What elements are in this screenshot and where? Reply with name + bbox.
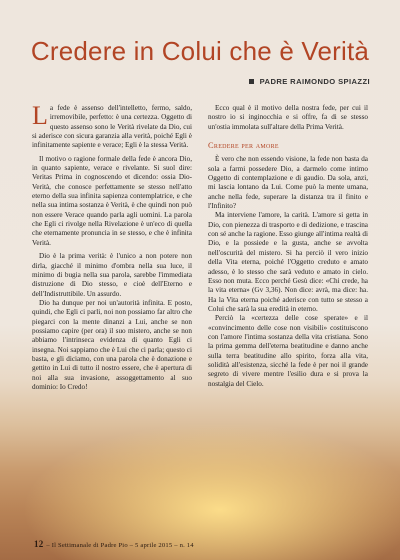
right-column bbox=[208, 104, 368, 389]
paragraph: Perciò la «certezza delle cose sperate» e il «convincimento delle cose non visibili» costituiscono con l'amore l'intima sostanza della vita cristiana. Sono la prima gemma dell'eterna beatitudine e danno anche sulla terra beatitudine allo spirito, forza alla vita, solidità all'esistenza, sicché la fede è per noi il grande segreto di vivere mentre l'esilio dura e si prova la nostalgia del Cielo. bbox=[208, 314, 368, 388]
article-title: Credere in Colui che è Verità bbox=[30, 36, 370, 66]
author-byline bbox=[249, 77, 370, 86]
paragraph-text: a fede è assenso dell'intelletto, fermo, saldo, irremovibile, perfetto: è una certezza. Oggetto di questo assenso sono le Verità rivelate da Dio, cui si aderisce con sicura garanzia alla verità, poiché Egli è infinitamente sapiente e verace; Egli è la stessa Verità. bbox=[32, 104, 192, 150]
paragraph: Ecco qual è il motivo della nostra fede, per cui il nostro io si inginocchia e si offre, fa di se stesso un'ostia immolata sull'altare della Prima Verità. bbox=[208, 104, 368, 131]
left-column bbox=[32, 101, 192, 392]
paragraph: Ma interviene l'amore, la carità. L'amore si getta in Dio, con pienezza di trasporto e di dedizione, e trascina con sé anche la ragione. Esso giunge all'intima realtà di Dio, e la possiede e la gusta, anche se avvolta nell'oscurità del mistero. Si ha perciò il vero inizio della Vita eterna, poiché l'Oggetto creduto e amato adesso, è lo stesso che sarà veduto e amato in cielo. Esso non muta. Ecco perché Gesù dice: «Chi crede, ha la vita eterna» (Gv 3,36). Non dice: avrà, ma dice: ha. Ha la Vita eterna poiché aderisce con tutto se stesso a Colui che sarà la sua eredità in eterno. bbox=[208, 211, 368, 313]
footer-text: – Il Settimanale di Padre Pio – 5 aprile 2015 – n. 14 bbox=[46, 542, 194, 549]
paragraph: Dio è la prima verità: è l'unico a non potere non dirla, giacché il minimo d'ombra nella sua luce, il minimo di bugia nella sua parola, sarebbe l'immediata distruzione di Dio stesso, e cioè dell'Eterno e dell'Indistruttibile. Un assurdo. bbox=[32, 252, 192, 298]
page-footer bbox=[34, 539, 194, 549]
drop-cap: L bbox=[32, 101, 48, 130]
square-bullet-icon bbox=[249, 79, 254, 84]
paragraph: Il motivo o ragione formale della fede è ancora Dio, in quanto sapiente, verace e rivelante. Si suol dire: Veritas Prima in cognoscendo et dicendo: ossia Dio-Verità, che conosce perfettamente se stesso nell'atto eterno della sua infinita sapienza contemplatrice, e che nella sua intima sostanza è Verità, è che quindi non può non essere Verace quando parla agli uomini. La parola che Egli ci rivolge nella Rivelazione è un'eco di quella che eternamente pronuncia in se stesso, e che è infinita Verità. bbox=[32, 154, 192, 247]
section-subheading: Credere per amore bbox=[208, 141, 279, 151]
paragraph: È vero che non essendo visione, la fede non basta da sola a farmi possedere Dio, a darmelo come intimo Oggetto di contemplazione e di gaudio. Da sola, anzi, mi lascia lontano da Lui. Come può la mente umana, anche nella fede, superare la distanza tra il finito e l'Infinito? bbox=[208, 155, 368, 211]
paragraph: Dio ha dunque per noi un'autorità infinita. E posto, quindi, che Egli ci parli, noi non possiamo far altro che piegarci con la mente dinanzi a Lui, anche se non possiamo capire (per ora) il suo mistero, anche se non abbiamo l'intrinseca evidenza di quanto Egli ci insegna. Noi sappiamo che è Lui che ci parla; questo ci basta, e gli diciamo, con una parola che è donazione e gettito in Lui di tutto il nostro essere, che è apertura di noi alla sua invasione, assoggettamento al suo dominio: Io Credo! bbox=[32, 298, 192, 391]
paragraph bbox=[32, 101, 192, 151]
page-number: 12 bbox=[34, 539, 44, 549]
author-name: PADRE RAIMONDO SPIAZZI bbox=[259, 77, 370, 86]
